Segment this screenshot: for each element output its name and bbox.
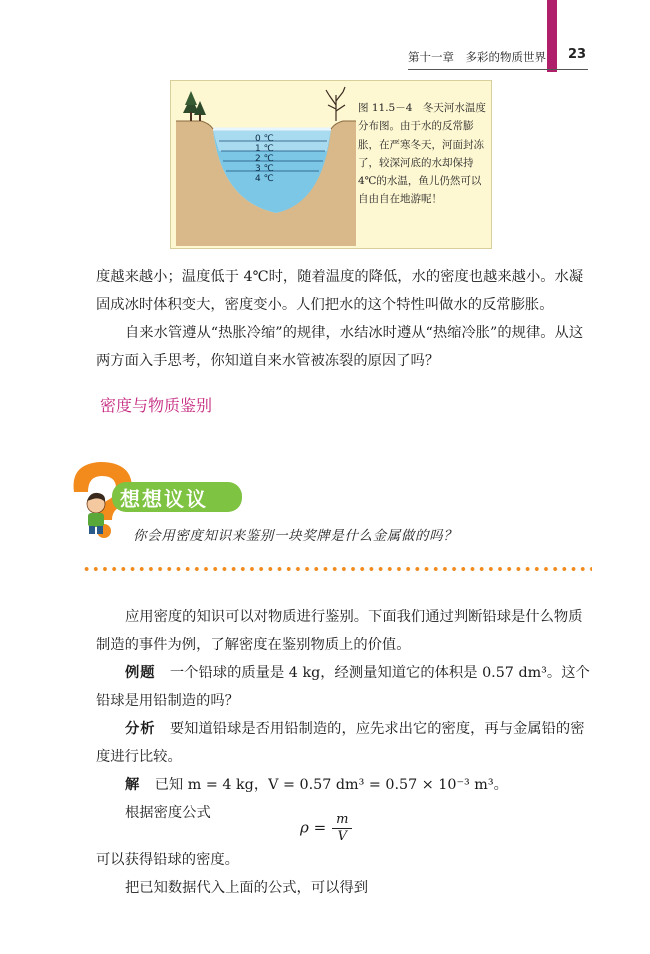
child-thinking-icon <box>87 493 105 534</box>
page-number: 23 <box>568 47 587 62</box>
section-heading: 密度与物质鉴别 <box>100 396 213 415</box>
temp-label-0: 0 ℃ <box>255 134 274 144</box>
chapter-title: 第十一章 多彩的物质世界 <box>408 50 546 64</box>
formula-lhs: ρ = <box>300 818 327 837</box>
paragraph-water-pipe: 自来水管遵从“热胀冷缩”的规律，水结冰时遵从“热缩冷胀”的规律。从这两方面入手思考，你知道自来水管被冻裂的原因了吗？ <box>96 325 584 369</box>
solution-text: 已知 m = 4 kg，V = 0.57 dm³ = 0.57 × 10⁻³ m³。 <box>154 777 508 793</box>
temp-label-3: 3 ℃ <box>255 164 274 174</box>
bare-tree-right <box>326 87 345 121</box>
formula-intro: 根据密度公式 <box>125 805 211 821</box>
header-color-bar <box>547 0 557 72</box>
analysis-paragraph <box>96 715 591 771</box>
example-label: 例题 <box>125 665 156 681</box>
solution-label: 解 <box>125 777 141 793</box>
header-rule <box>408 69 588 70</box>
analysis-text: 要知道铅球是否用铅制造的，应先求出它的密度，再与金属铅的密度进行比较。 <box>96 721 585 765</box>
temp-label-4: 4 ℃ <box>255 174 274 184</box>
formula-numerator: m <box>332 812 352 829</box>
density-formula <box>300 812 352 845</box>
river-temperature-illustration <box>171 81 356 246</box>
discussion-title: 想想议议 <box>120 487 208 511</box>
discussion-question: 你会用密度知识来鉴别一块奖牌是什么金属做的吗？ <box>133 528 458 544</box>
temp-label-2: 2 ℃ <box>255 154 274 164</box>
figure-caption: 图 11.5－4 冬天河水温度分布图。由于水的反常膨胀，在严寒冬天，河面封冻了，较深河底的水却保持4℃的水温，鱼儿仍然可以自由自在地游呢！ <box>358 102 486 206</box>
pine-tree-left <box>183 91 206 121</box>
last-line-text: 把已知数据代入上面的公式，可以得到 <box>125 880 369 896</box>
example-paragraph <box>96 659 591 715</box>
analysis-label: 分析 <box>125 721 156 737</box>
after-formula-text: 可以获得铅球的密度。 <box>96 852 239 868</box>
formula-denominator: V <box>337 829 348 844</box>
dotted-divider <box>82 566 592 572</box>
solution-paragraph <box>96 771 591 799</box>
example-text: 一个铅球的质量是 4 kg，经测量知道它的体积是 0.57 dm³。这个铅球是用铅制造的吗？ <box>96 665 590 709</box>
paragraph-intro: 应用密度的知识可以对物质进行鉴别。下面我们通过判断铅球是什么物质制造的事件为例，了解密度在鉴别物质上的价值。 <box>96 609 583 653</box>
figure-box <box>170 80 492 249</box>
temp-label-1: 1 ℃ <box>255 144 274 154</box>
paragraph-water-density: 度越来越小；温度低于 4℃时，随着温度的降低，水的密度也越来越小。水凝固成冰时体积变大，密度变小。人们把水的这个特性叫做水的反常膨胀。 <box>96 269 584 313</box>
